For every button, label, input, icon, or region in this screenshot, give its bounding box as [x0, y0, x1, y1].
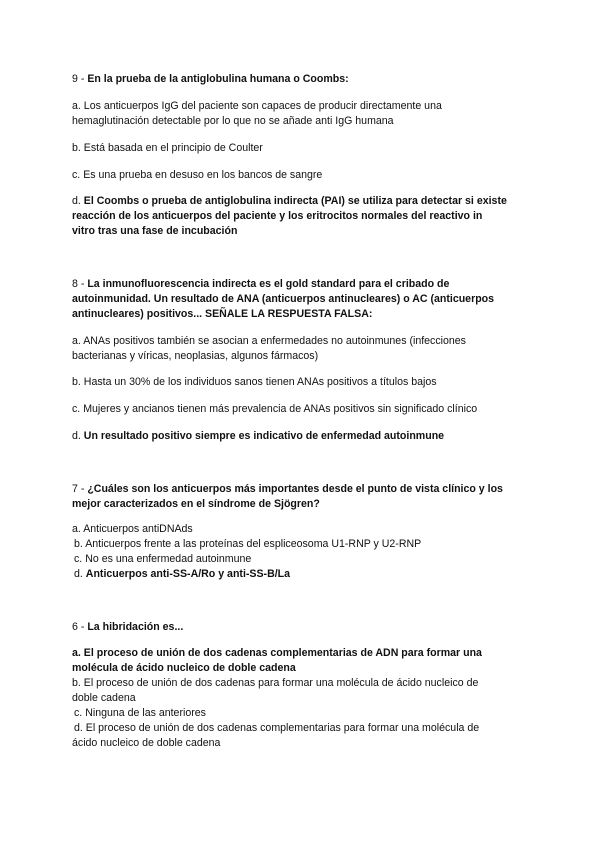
question-6-option-d-cont: ácido nucleico de doble cadena — [72, 737, 221, 749]
question-8-option-c: c. Mujeres y ancianos tienen más prevalencia de ANAs positivos sin significado clínico — [72, 403, 478, 415]
question-8-option-a-cont: bacterianas y víricas, neoplasias, algunos fármacos) — [72, 350, 319, 362]
question-6-option-d: d. El proceso de unión de dos cadenas complementarias para formar una molécula de — [74, 722, 480, 734]
question-9-option-d-cont: vitro tras una fase de incubación — [72, 225, 238, 237]
question-7-option-a: a. Anticuerpos antiDNAds — [72, 523, 193, 535]
question-6-option-a-cont: molécula de ácido nucleico de doble cadena — [72, 662, 296, 674]
question-6-option-c: c. Ninguna de las anteriores — [74, 707, 206, 719]
question-8-option-d: d. Un resultado positivo siempre es indicativo de enfermedad autoinmune — [72, 430, 445, 442]
question-7-stem-cont: mejor caracterizados en el síndrome de Sjögren? — [72, 498, 320, 510]
question-7-stem: 7 - ¿Cuáles son los anticuerpos más importantes desde el punto de vista clínico y los — [72, 483, 503, 495]
question-7-option-b: b. Anticuerpos frente a las proteínas del espliceosoma U1-RNP y U2-RNP — [74, 538, 422, 550]
question-6-option-b-cont: doble cadena — [72, 692, 136, 704]
question-8-option-a: a. ANAs positivos también se asocian a enfermedades no autoinmunes (infecciones — [72, 335, 466, 347]
question-9-option-c: c. Es una prueba en desuso en los bancos de sangre — [72, 169, 323, 181]
question-7-option-c: c. No es una enfermedad autoinmune — [74, 553, 252, 565]
question-9-stem: 9 - En la prueba de la antiglobulina humana o Coombs: — [72, 73, 349, 85]
question-9-option-d-cont: reacción de los anticuerpos del paciente y los eritrocitos normales del reactivo in — [72, 210, 483, 222]
question-9-option-b: b. Está basada en el principio de Coulter — [72, 142, 263, 154]
question-8-stem-cont: antinucleares) positivos... SEÑALE LA RESPUESTA FALSA: — [72, 308, 373, 320]
question-6-option-a: a. El proceso de unión de dos cadenas complementarias de ADN para formar una — [72, 647, 482, 659]
question-8-stem: 8 - La inmunofluorescencia indirecta es el gold standard para el cribado de — [72, 278, 450, 290]
question-8-option-b: b. Hasta un 30% de los individuos sanos tienen ANAs positivos a títulos bajos — [72, 376, 437, 388]
question-6-stem: 6 - La hibridación es... — [72, 621, 184, 633]
question-8-stem-cont: autoinmunidad. Un resultado de ANA (anticuerpos antinucleares) o AC (anticuerpos — [72, 293, 495, 305]
question-7-option-d: d. Anticuerpos anti-SS-A/Ro y anti-SS-B/La — [74, 568, 291, 580]
question-9-option-a-cont: hemaglutinación detectable por lo que no se añade anti IgG humana — [72, 115, 394, 127]
question-6-option-b: b. El proceso de unión de dos cadenas para formar una molécula de ácido nucleico de — [72, 677, 479, 689]
question-9-option-d: d. El Coombs o prueba de antiglobulina indirecta (PAI) se utiliza para detectar si existe — [72, 195, 507, 207]
question-9-option-a: a. Los anticuerpos IgG del paciente son capaces de producir directamente una — [72, 100, 442, 112]
